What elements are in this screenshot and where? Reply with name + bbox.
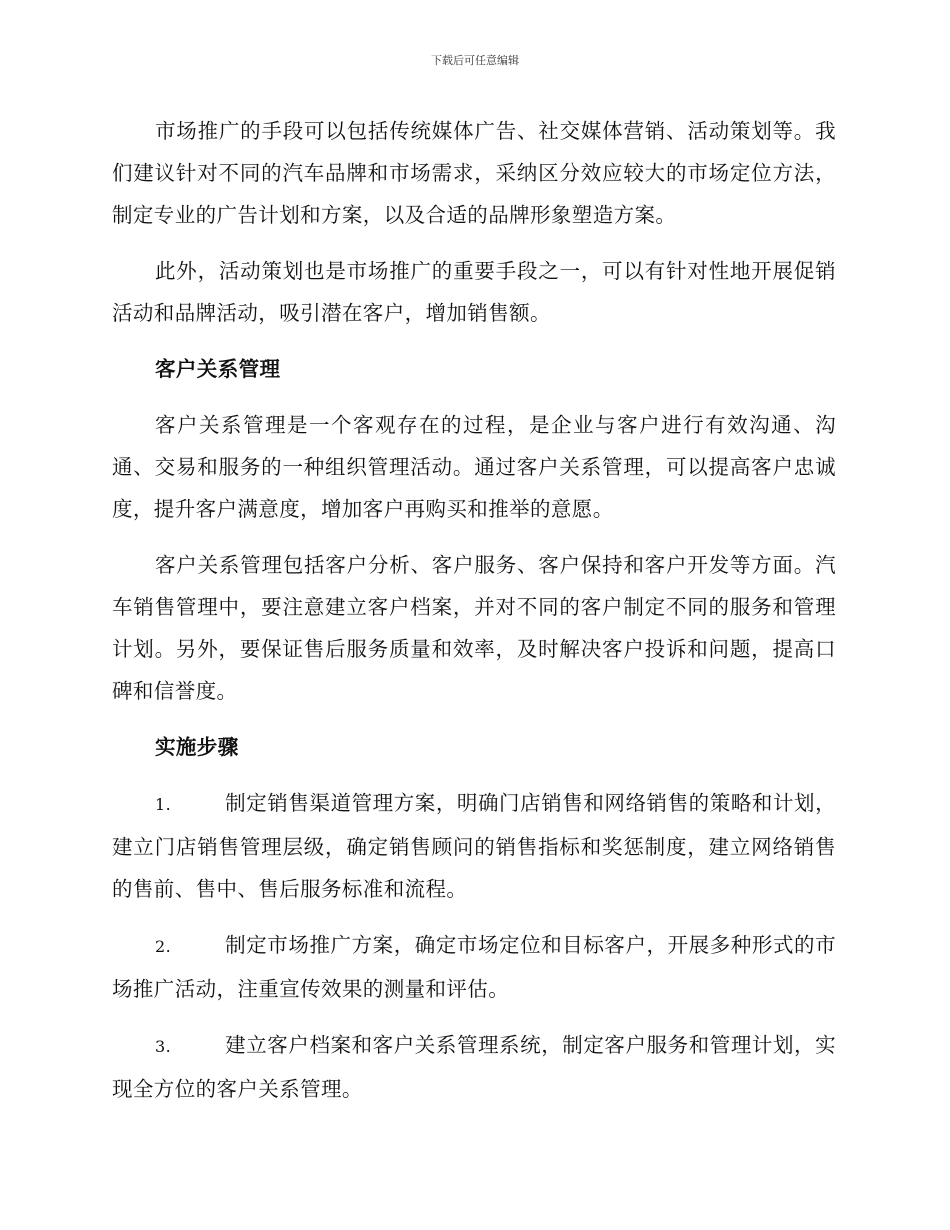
paragraph-crm-scope: 客户关系管理包括客户分析、客户服务、客户保持和客户开发等方面。汽车销售管理中，要注意建立客户档案，并对不同的客户制定不同的服务和管理计划。另外，要保证售后服务质量和效率，及时解决客户投诉和问题，提高口碑和信誉度。	[112, 553, 836, 703]
step-number: 1.	[155, 795, 172, 814]
step-text: 制定销售渠道管理方案，明确门店销售和网络销售的策略和计划，建立门店销售管理层级，确定销售顾问的销售指标和奖惩制度，建立网络销售的售前、售中、售后服务标准和流程。	[112, 791, 836, 901]
section-heading-implementation-steps: 实施步骤	[155, 735, 239, 759]
paragraph-market-promotion-methods: 市场推广的手段可以包括传统媒体广告、社交媒体营销、活动策划等。我们建议针对不同的汽车品牌和市场需求，采纳区分效应较大的市场定位方法，制定专业的广告计划和方案，以及合适的品牌形象塑造方案。	[112, 119, 836, 227]
page-header: 下载后可任意编辑	[431, 54, 519, 67]
paragraph-event-planning: 此外，活动策划也是市场推广的重要手段之一，可以有针对性地开展促销活动和品牌活动，吸引潜在客户，增加销售额。	[112, 259, 836, 325]
step-text: 制定市场推广方案，确定市场定位和目标客户，开展多种形式的市场推广活动，注重宣传效果的测量和评估。	[112, 933, 836, 1001]
step-number: 3.	[155, 1037, 172, 1056]
paragraph-crm-definition: 客户关系管理是一个客观存在的过程，是企业与客户进行有效沟通、沟通、交易和服务的一种组织管理活动。通过客户关系管理，可以提高客户忠诚度，提升客户满意度，增加客户再购买和推举的意愿。	[112, 413, 836, 521]
section-heading-crm: 客户关系管理	[155, 357, 281, 381]
step-item-2	[112, 924, 836, 1010]
step-number: 2.	[155, 937, 172, 956]
document-body	[112, 110, 836, 1124]
step-item-1	[112, 782, 836, 910]
step-item-3	[112, 1024, 836, 1110]
step-text: 建立客户档案和客户关系管理系统，制定客户服务和管理计划，实现全方位的客户关系管理。	[112, 1033, 836, 1101]
